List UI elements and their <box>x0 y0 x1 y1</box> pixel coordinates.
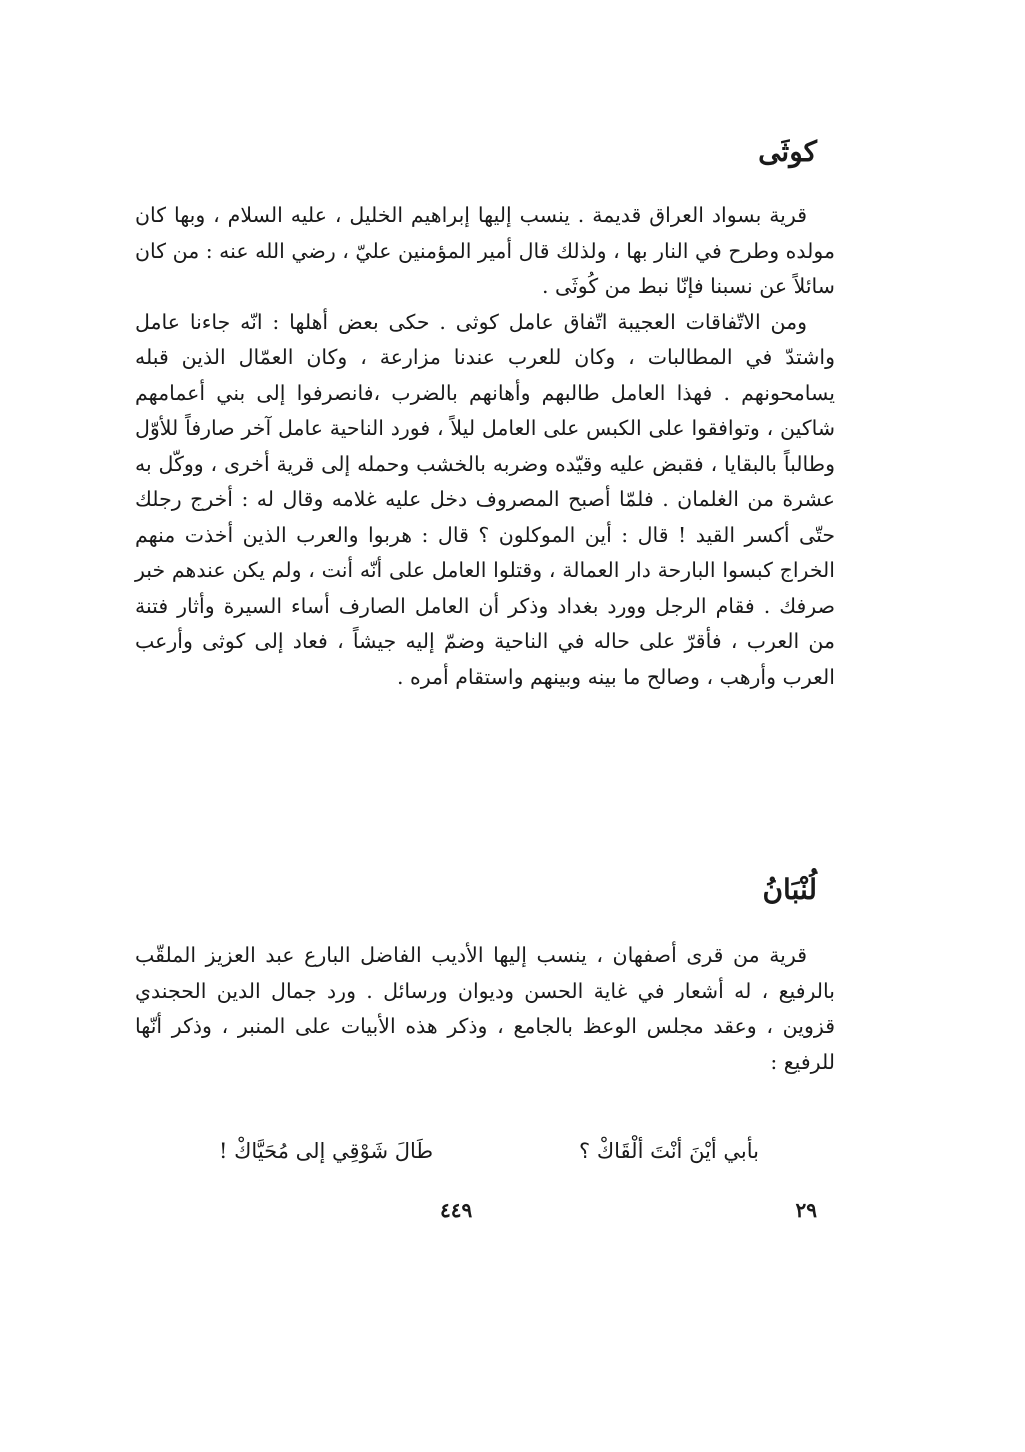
paragraph: قرية بسواد العراق قديمة . ينسب إليها إبراهيم الخليل ، عليه السلام ، وبها كان مولده وطرح في النار بها ، ولذلك قال أمير المؤمنين عليّ ، رضي الله عنه : من كان سائلاً عن نسبنا فإنّا نبط من كُوثَى . <box>135 203 835 298</box>
signature-number: ٢٩ <box>795 1198 817 1222</box>
paragraph: ومن الاتّفاقات العجيبة اتّفاق عامل كوثى . حكى بعض أهلها : انّه جاءنا عامل واشتدّ في المطالبات ، وكان للعرب عندنا مزارعة ، وكان العمّال الذين قبله يسامحونهم . فهذا العامل طالبهم وأهانهم بالضرب ،فانصرفوا إلى بني أعمامهم شاكين ، وتوافقوا على الكبس على العامل ليلاً ، فورد الناحية عامل آخر صارفاً للأوّل وطالباً بالبقايا ، فقبض عليه وقيّده وضربه بالخشب وحمله إلى قرية أخرى ، ووكّل به عشرة من الغلمان . فلمّا أصبح المصروف دخل عليه غلامه وقال له : أخرج رجلك حتّى أكسر القيد ! قال : أين الموكلون ؟ قال : هربوا والعرب الذين أخذت منهم الخراج كبسوا البارحة دار العمالة ، وقتلوا العامل على أنّه أنت ، ولم يكن عندهم خبر صرفك . فقام الرجل وورد بغداد وذكر أن العامل الصارف أساء السيرة وأثار فتنة من العرب ، فأقرّ على حاله في الناحية وضمّ إليه جيشاً ، فعاد إلى كوثى وأرعب العرب وأرهب ، وصالح ما بينه وبينهم واستقام أمره . <box>135 309 835 689</box>
entry-title-kutha: كوثَى <box>758 135 817 168</box>
entry-title-lunban: لُنْبَانُ <box>762 873 817 906</box>
poem-verse <box>219 1134 759 1168</box>
page-number: ٤٤٩ <box>440 1198 473 1222</box>
verse-second-hemistich: طَالَ شَوْقِي إلى مُحَيَّاكْ ! <box>219 1139 434 1163</box>
entry-body-lunban <box>135 938 835 1080</box>
verse-first-hemistich: بأبي أيْنَ أنْتَ ألْقَاكْ ؟ <box>579 1139 759 1163</box>
paragraph: قرية من قرى أصفهان ، ينسب إليها الأديب الفاضل البارع عبد العزيز الملقّب بالرفيع ، له أشعار في غاية الحسن وديوان ورسائل . ورد جمال الدين الحجندي قزوين ، وعقد مجلس الوعظ بالجامع ، وذكر هذه الأبيات على المنبر ، وذكر أنّها للرفيع : <box>135 943 835 1074</box>
entry-body-kutha <box>135 198 835 695</box>
